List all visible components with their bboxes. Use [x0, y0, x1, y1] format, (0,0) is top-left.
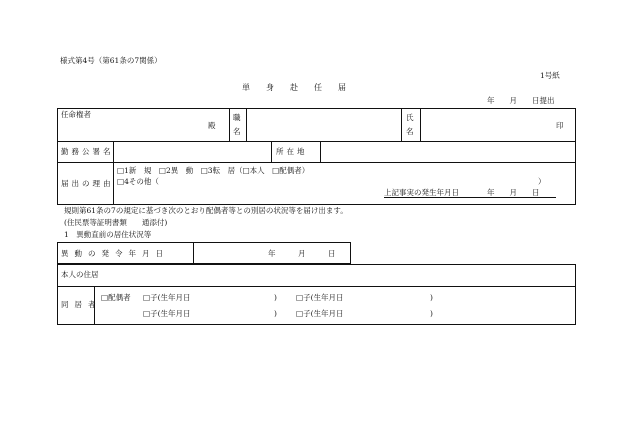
reason-options[interactable]: □1新 規 □2異 動 □3転 居（□本人 □配偶者）	[117, 166, 310, 175]
cohabitant-label: 同居者	[61, 300, 102, 309]
form-reference: 様式第4号（第61条の7関係）	[60, 56, 162, 65]
form-title: 単 身 赴 任 届	[242, 83, 350, 92]
child-2-checkbox[interactable]: □子(生年月日	[296, 293, 344, 302]
section-heading: 1 異動直前の居住状況等	[64, 230, 152, 239]
child-2-close: )	[430, 293, 433, 302]
residence-field[interactable]	[110, 267, 573, 284]
reason-label: 届出の理由	[61, 179, 114, 188]
transfer-date-label: 異動の発令年月日	[61, 249, 169, 258]
location-label: 所在地	[276, 147, 308, 156]
position-label-bottom: 名	[233, 127, 241, 136]
occurrence-date-value: 年 月 日	[487, 188, 540, 197]
office-label: 勤務公署名	[61, 147, 114, 156]
reason-close-paren: ）	[538, 177, 546, 186]
child-3-checkbox[interactable]: □子(生年月日	[143, 309, 191, 318]
child-1-checkbox[interactable]: □子(生年月日	[143, 293, 191, 302]
location-field[interactable]	[322, 143, 574, 160]
child-1-close: )	[274, 293, 277, 302]
spouse-checkbox[interactable]: □配偶者	[101, 293, 131, 302]
reason-other[interactable]: □4その他（	[117, 177, 159, 186]
attachment-note: (住民票等証明書類 通添付)	[64, 218, 168, 227]
child-4-checkbox[interactable]: □子(生年月日	[296, 309, 344, 318]
sheet-number: 1号紙	[540, 71, 560, 80]
transfer-date-value[interactable]: 年 月 日	[268, 249, 336, 258]
appointer-label: 任命権者	[61, 110, 91, 119]
statement-text: 規則第61条の7の規定に基づき次のとおり配偶者等との別居の状況等を届け出ます。	[64, 206, 348, 215]
position-label-top: 職	[233, 113, 241, 122]
child-4-close: )	[430, 309, 433, 318]
residence-label: 本人の住居	[61, 270, 99, 279]
name-label-top: 氏	[406, 113, 414, 122]
occurrence-date-label: 上記事実の発生年月日	[384, 188, 459, 197]
name-label-bottom: 名	[406, 127, 414, 136]
dono-text: 殿	[208, 121, 216, 130]
seal-mark: 印	[556, 121, 564, 130]
name-field[interactable]	[422, 110, 552, 139]
position-field[interactable]	[248, 110, 399, 139]
office-field[interactable]	[115, 143, 269, 160]
child-3-close: )	[274, 309, 277, 318]
submission-date: 年 月 日提出	[487, 96, 555, 105]
